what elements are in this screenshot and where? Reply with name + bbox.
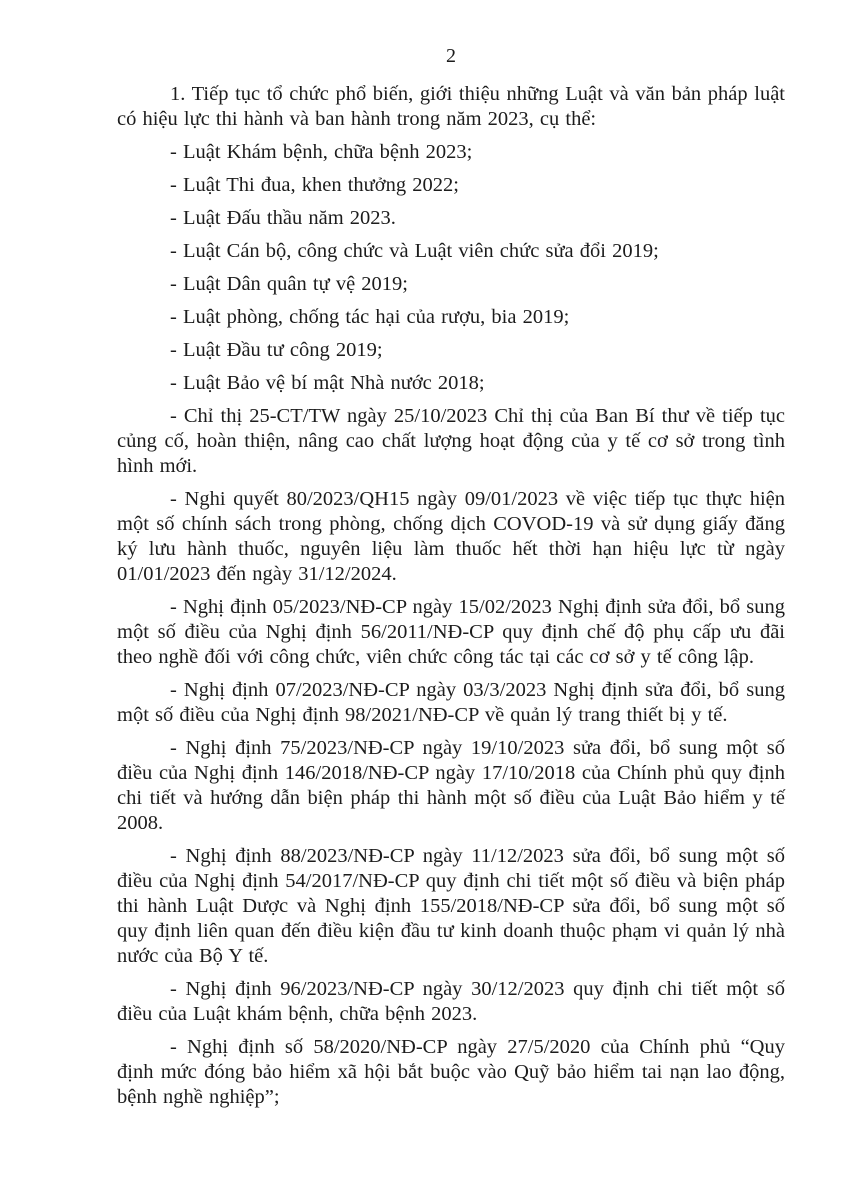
paragraph: - Nghị định 96/2023/NĐ-CP ngày 30/12/2023 quy định chi tiết một số điều của Luật khám bệnh, chữa bệnh 2023.	[117, 978, 785, 1025]
paragraph: - Nghị định số 58/2020/NĐ-CP ngày 27/5/2020 của Chính phủ “Quy định mức đóng bảo hiểm xã hội bắt buộc vào Quỹ bảo hiểm tai nạn lao động, bệnh nghề nghiệp”;	[117, 1036, 785, 1108]
paragraph: - Nghị định 07/2023/NĐ-CP ngày 03/3/2023 Nghị định sửa đổi, bổ sung một số điều của Nghị định 98/2021/NĐ-CP về quản lý trang thiết bị y tế.	[117, 679, 785, 726]
paragraph: - Nghị định 88/2023/NĐ-CP ngày 11/12/2023 sửa đổi, bổ sung một số điều của Nghị định 54/2017/NĐ-CP quy định chi tiết một số điều và biện pháp thi hành Luật Dược và Nghị định 155/2018/NĐ-CP sửa đổi, bổ sung một số quy định liên quan đến điều kiện đầu tư kinh doanh thuộc phạm vi quản lý nhà nước của Bộ Y tế.	[117, 845, 785, 967]
page-number: 2	[446, 45, 456, 67]
paragraph: - Nghi quyết 80/2023/QH15 ngày 09/01/2023 về việc tiếp tục thực hiện một số chính sách trong phòng, chống dịch COVOD-19 và sử dụng giấy đăng ký lưu hành thuốc, nguyên liệu làm thuốc hết thời hạn hiệu lực từ ngày 01/01/2023 đến ngày 31/12/2024.	[117, 488, 785, 585]
paragraph: - Luật Cán bộ, công chức và Luật viên chức sửa đổi 2019;	[170, 240, 659, 262]
paragraph: - Nghị định 05/2023/NĐ-CP ngày 15/02/2023 Nghị định sửa đổi, bổ sung một số điều của Nghị định 56/2011/NĐ-CP quy định chế độ phụ cấp ưu đãi theo nghề đối với công chức, viên chức công tác tại các cơ sở y tế công lập.	[117, 596, 785, 668]
document-body	[117, 82, 785, 1110]
paragraph: - Luật Dân quân tự vệ 2019;	[170, 273, 408, 295]
paragraph: - Luật Thi đua, khen thưởng 2022;	[170, 174, 459, 196]
paragraph: - Luật Đầu tư công 2019;	[170, 339, 383, 361]
paragraph: - Luật Bảo vệ bí mật Nhà nước 2018;	[170, 372, 485, 394]
paragraph: - Luật Đấu thầu năm 2023.	[170, 207, 396, 229]
paragraph: - Chỉ thị 25-CT/TW ngày 25/10/2023 Chỉ thị của Ban Bí thư về tiếp tục củng cố, hoàn thiện, nâng cao chất lượng hoạt động của y tế cơ sở trong tình hình mới.	[117, 405, 785, 477]
paragraph: - Nghị định 75/2023/NĐ-CP ngày 19/10/2023 sửa đổi, bổ sung một số điều của Nghị định 146/2018/NĐ-CP ngày 17/10/2018 của Chính phủ quy định chi tiết và hướng dẫn biện pháp thi hành một số điều của Luật Bảo hiểm y tế 2008.	[117, 737, 785, 834]
paragraph: - Luật Khám bệnh, chữa bệnh 2023;	[170, 141, 473, 163]
paragraph: 1. Tiếp tục tổ chức phổ biến, giới thiệu những Luật và văn bản pháp luật có hiệu lực thi hành và ban hành trong năm 2023, cụ thể:	[117, 83, 785, 130]
paragraph: - Luật phòng, chống tác hại của rượu, bia 2019;	[170, 306, 570, 328]
